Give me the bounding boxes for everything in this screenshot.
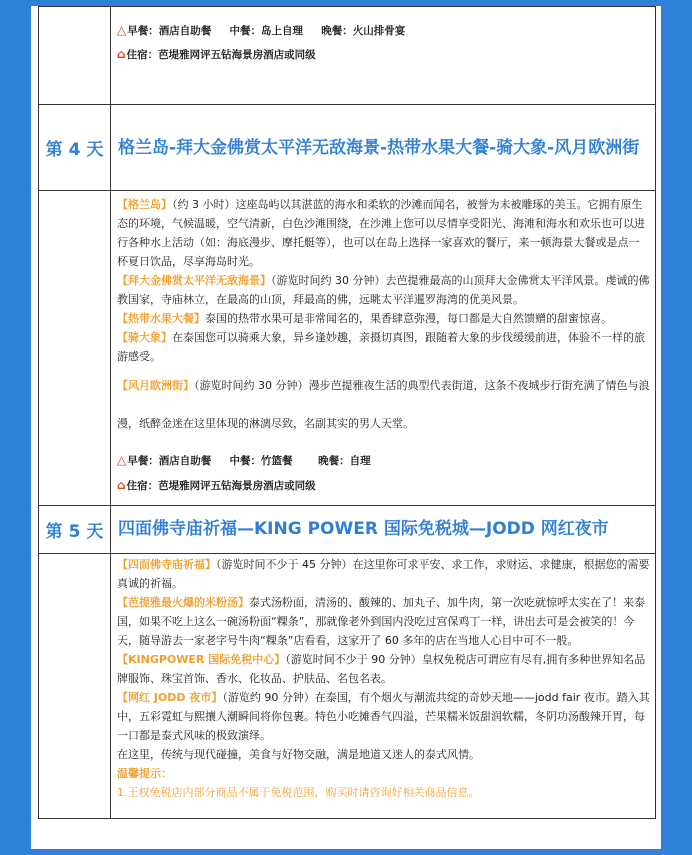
meal-icon: △: [117, 23, 127, 37]
day5-content-row: [39, 554, 656, 819]
day4-label: 第 4 天: [39, 105, 111, 191]
day5-item-2: 【芭提雅最火爆的米粉汤】泰式汤粉面，清汤的、酸辣的、加丸子、加牛肉，第一次吃就惊呼太实在了！来泰国，如果不吃上这么一碗汤粉面“粿条”，那就像老外到国内没吃过宫保鸡丁一样，讲出去可是会被笑的！今天，随导游去一家老字号牛肉“粿条”店看看，这家开了 60 多年的店在当地人心目中可不一般。: [117, 596, 645, 647]
day3-content-cell: [111, 7, 656, 105]
day4-title: 格兰岛-拜大金佛赏太平洋无敌海景-热带水果大餐-骑大象-风月欧洲街: [111, 105, 656, 191]
meal-icon: △: [117, 453, 127, 467]
day3-meals: △早餐：酒店自助餐 中餐：岛上自理 晚餐：火山排骨宴: [117, 23, 406, 37]
itinerary-sheet: [31, 6, 661, 849]
day4-item-5: 【风月欧洲街】（游览时间约 30 分钟）漫步芭提雅夜生活的典型代表街道，这条不夜城步行街充满了情色与浪漫，纸醉金迷在这里体现的淋漓尽致，名副其实的男人天堂。: [117, 379, 650, 430]
day4-meals: △早餐：酒店自助餐 中餐：竹篮餐 晚餐：自理: [117, 453, 371, 467]
day3-hotel: ⌂住宿：芭堤雅网评五钻海景房酒店或同级: [117, 47, 316, 61]
day4-day-cell: [39, 191, 111, 506]
tip-text: 1.王权免税店内部分商品不属于免税范围，购买时请咨询好相关商品信息。: [117, 786, 480, 799]
day5-content-cell: [111, 554, 656, 819]
hotel-icon: ⌂: [117, 47, 126, 61]
day5-title: 四面佛寺庙祈福—KING POWER 国际免税城—JODD 网红夜市: [111, 506, 656, 554]
day5-day-cell: [39, 554, 111, 819]
itinerary-table: [38, 6, 656, 819]
day5-item-3: 【KINGPOWER 国际免税中心】（游览时间不少于 90 分钟）皇权免税店可谓应有尽有,拥有多种世界知名品牌服饰、珠宝首饰、香水、化妆品、护肤品、名包名表。: [117, 653, 646, 685]
day4-item-4: 【骑大象】在泰国您可以骑乘大象，异乡逢妙趣，亲摄切真图，跟随着大象的步伐缓缓前进，体验不一样的旅游感受。: [117, 331, 645, 363]
day4-content-row: [39, 191, 656, 506]
tip-heading: 温馨提示：: [117, 767, 172, 780]
day5-item-4: 【网红 JODD 夜市】（游览约 90 分钟）在泰国，有个烟火与潮流共绽的奇妙天地——jodd fair 夜市。踏入其中，五彩霓虹与熙攘人潮瞬间将你包裹。特色小吃摊香气四溢，芒果糯米饭甜润软糯，冬阴功汤酸辣开胃，每一口都是泰式风味的极致演绎。: [117, 691, 650, 742]
hotel-icon: ⌂: [117, 478, 126, 492]
day3-day-cell: [39, 7, 111, 105]
day5-label: 第 5 天: [39, 506, 111, 554]
day4-item-3: 【热带水果大餐】泰国的热带水果可是非常闻名的，果香肆意弥漫，每口都是大自然馈赠的甜蜜惊喜。: [117, 312, 612, 325]
day4-header-row: [39, 105, 656, 191]
day5-closing: 在这里，传统与现代碰撞，美食与好物交融，满是地道又迷人的泰式风情。: [117, 748, 480, 761]
day4-content-cell: [111, 191, 656, 506]
day4-item-2: 【拜大金佛赏太平洋无敌海景】（游览时间约 30 分钟）去芭提雅最高的山顶拜大金佛赏太平洋风景。虔诚的佛教国家，寺庙林立，在最高的山顶，拜最高的佛，远眺太平洋暹罗海湾的优美风景。: [117, 274, 650, 306]
day4-hotel: ⌂住宿：芭堤雅网评五钻海景房酒店或同级: [117, 478, 316, 492]
day4-item-1: 【格兰岛】（约 3 小时）这座岛屿以其湛蓝的海水和柔软的沙滩而闻名，被誉为未被雕琢的美玉。它拥有原生态的环境，气候温暖，空气清新，白色沙滩围绕，在沙滩上您可以尽情享受阳光、海滩和海水和欢乐也可以进行各种水上活动（如：海底漫步、摩托艇等），也可以在岛上选择一家喜欢的餐厅，来一顿海景大餐或是点一杯夏日饮品，尽享海岛时光。: [117, 198, 645, 268]
day3-tail-row: [39, 7, 656, 105]
day5-header-row: [39, 506, 656, 554]
day5-item-1: 【四面佛寺庙祈福】（游览时间不少于 45 分钟）在这里你可求平安、求工作，求财运、求健康，根据您的需要真诚的祈福。: [117, 558, 650, 590]
